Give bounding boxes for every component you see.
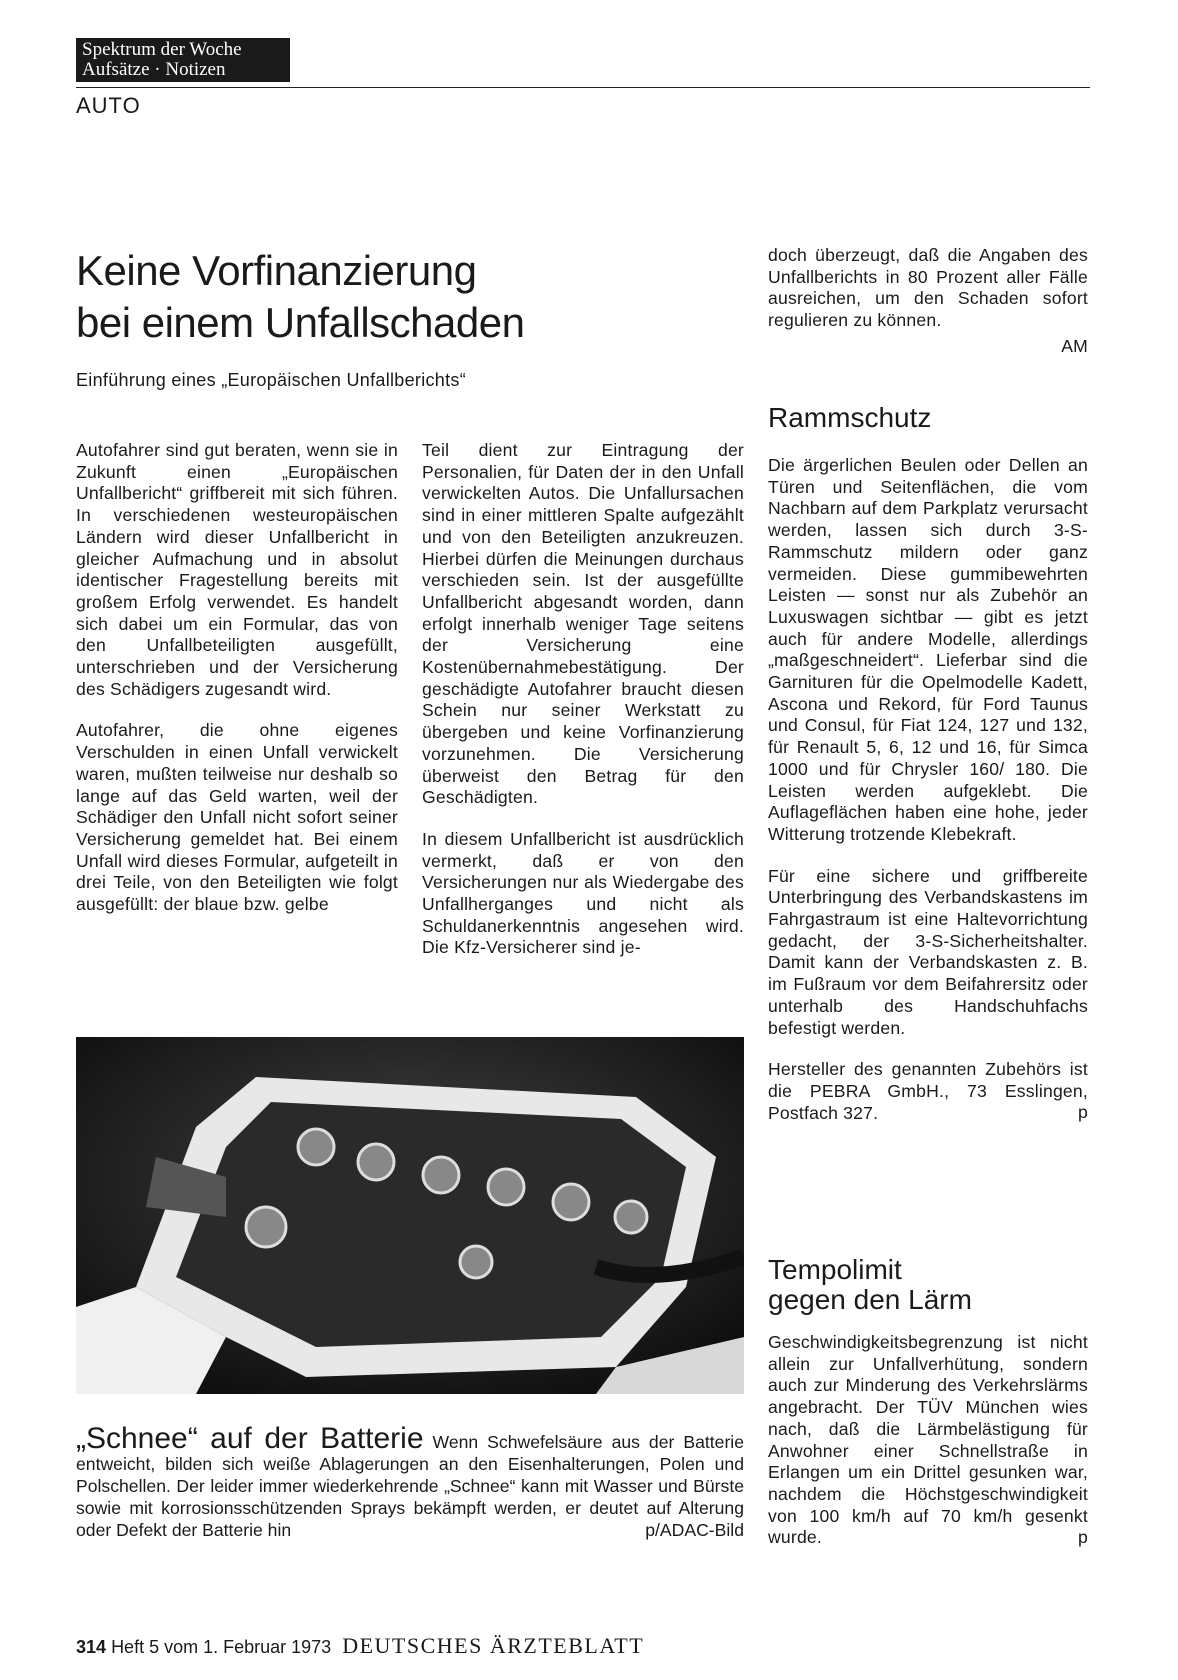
photo-caption	[76, 1422, 744, 1541]
article-title	[76, 245, 636, 349]
heading-rammschutz: Rammschutz	[768, 402, 932, 433]
article-tempolimit	[768, 1332, 1088, 1549]
paragraph: doch überzeugt, daß die Angaben des Unfallberichts in 80 Prozent aller Fälle ausreichen, um den Schaden sofort regulieren zu können.	[768, 245, 1088, 331]
article-column-3	[768, 245, 1088, 358]
issue-info: Heft 5 vom 1. Februar 1973	[111, 1637, 332, 1657]
battery-photo	[76, 1037, 744, 1394]
article-rammschutz	[768, 455, 1088, 1124]
masthead: DEUTSCHES ÄRZTEBLATT	[342, 1633, 645, 1658]
paragraph: Teil dient zur Eintragung der Personalien, für Daten der in den Unfall verwickelten Autos. Die Unfallursachen sind in einer mittleren Spalte aufgezählt und von den Beteiligten anzukreuzen. Hierbei dürfen die Meinungen durchaus verschieden sein. Ist der ausgefüllte Unfallbericht abgesandt worden, dann erfolgt innerhalb weniger Tage seitens der Versicherung eine Kostenübernahmebestätigung. Der geschädigte Autofahrer braucht diesen Schein nur seiner Werkstatt zu übergeben und keine Vorfinanzierung vorzunehmen. Die Versicherung überweist den Betrag für den Geschädigten.	[422, 440, 744, 808]
article-column-2	[422, 440, 744, 979]
heading-line-1: Tempolimit	[768, 1254, 902, 1285]
title-line-1: Keine Vorfinanzierung	[76, 247, 477, 294]
heading-line-2: gegen den Lärm	[768, 1284, 972, 1315]
paragraph: Autofahrer, die ohne eigenes Verschulden in einen Unfall verwickelt waren, mußten teilweise nur deshalb so lange auf das Geld warten, weil der Schädiger den Unfall nicht sofort seiner Versicherung gemeldet hat. Bei einem Unfall wird dieses Formular, aufgeteilt in drei Teile, von den Beteiligten wie folgt ausgefüllt: der blaue bzw. gelbe	[76, 720, 398, 915]
heading-tempolimit	[768, 1255, 972, 1315]
author-sign: AM	[1061, 335, 1088, 356]
paragraph: Autofahrer sind gut beraten, wenn sie in Zukunft einen „Europäischen Unfallbericht“ griffbereit mit sich führen. In verschiedenen westeuropäischen Ländern wird dieser Unfallbericht in gleicher Aufmachung und in absolut identischer Fragestellung bereits mit großem Erfolg verwendet. Es handelt sich dabei um ein Formular, das von den Unfallbeteiligten ausgefüllt, unterschrieben und der Versicherung des Schädigers zugesandt wird.	[76, 440, 398, 699]
paragraph: Für eine sichere und griffbereite Unterbringung des Verbandskastens im Fahrgastraum ist eine Haltevorrichtung gedacht, der 3-S-Sicherheitshalter. Damit kann der Verbandskasten z. B. im Fußraum vor dem Beifahrersitz oder unterhalb des Handschuhfachs befestigt werden.	[768, 865, 1088, 1038]
photo-credit: p/ADAC-Bild	[645, 1520, 744, 1540]
paragraph: Hersteller des genannten Zubehörs ist die PEBRA GmbH., 73 Esslingen, Postfach 327.	[768, 1059, 1088, 1123]
header-rule	[76, 87, 1090, 88]
title-line-2: bei einem Unfallschaden	[76, 299, 525, 346]
battery-photo-image	[76, 1037, 744, 1394]
tag-line-1: Spektrum der Woche	[82, 39, 242, 60]
author-sign: p	[1078, 1527, 1088, 1548]
article-subtitle: Einführung eines „Europäischen Unfallberichts“	[76, 370, 467, 390]
author-sign: p	[1078, 1102, 1088, 1123]
tag-line-2: Aufsätze · Notizen	[82, 59, 226, 80]
paragraph: Die ärgerlichen Beulen oder Dellen an Türen und Seitenflächen, die vom Nachbarn auf dem Parkplatz verursacht werden, lassen sich durch 3-S-Rammschutz mildern oder ganz vermeiden. Diese gummibewehrten Leisten — sonst nur als Zubehör an Luxuswagen sichtbar — gibt es jetzt auch für andere Modelle, allerdings „maßgeschneidert“. Lieferbar sind die Garnituren für die Opelmodelle Kadett, Ascona und Rekord, für Ford Taunus und Consul, für Fiat 124, 127 und 132, für Renault 5, 6, 12 und 16, für Simca 1000 und für Chrysler 160/ 180. Die Leisten werden aufgeklebt. Die Auflageflächen haben eine hohe, jeder Witterung trotzende Klebekraft.	[768, 455, 1088, 844]
section-tag	[76, 38, 290, 82]
paragraph: In diesem Unfallbericht ist ausdrücklich vermerkt, daß er von den Versicherungen nur als Wiedergabe des Unfallherganges und nicht als Schuldanerkenntnis angesehen wird. Die Kfz-Versicherer sind je-	[422, 828, 744, 958]
paragraph: Geschwindigkeitsbegrenzung ist nicht allein zur Unfallverhütung, sondern auch zur Minderung des Verkehrslärms angebracht. Der TÜV München wies nach, daß die Lärmbelästigung für Anwohner einer Schnellstraße in Erlangen um ein Drittel gesunken war, nachdem die Höchstgeschwindigkeit von 100 km/h auf 70 km/h gesenkt wurde.	[768, 1332, 1088, 1548]
page-footer	[76, 1633, 644, 1659]
article-column-1	[76, 440, 398, 936]
page-number: 314	[76, 1637, 107, 1657]
caption-text: Wenn Schwefelsäure aus der Batterie entweicht, bilden sich weiße Ablagerungen an den Eisenhalterungen, Polen und Polschellen. Der leider immer wiederkehrende „Schnee“ kann mit Wasser und Bürste sowie mit korrosionsschützenden Sprays bekämpft werden, er deutet auf Alterung oder Defekt der Batterie hin	[76, 1432, 744, 1540]
section-label: AUTO	[76, 93, 141, 118]
caption-title: „Schnee“ auf der Batterie	[76, 1422, 424, 1455]
